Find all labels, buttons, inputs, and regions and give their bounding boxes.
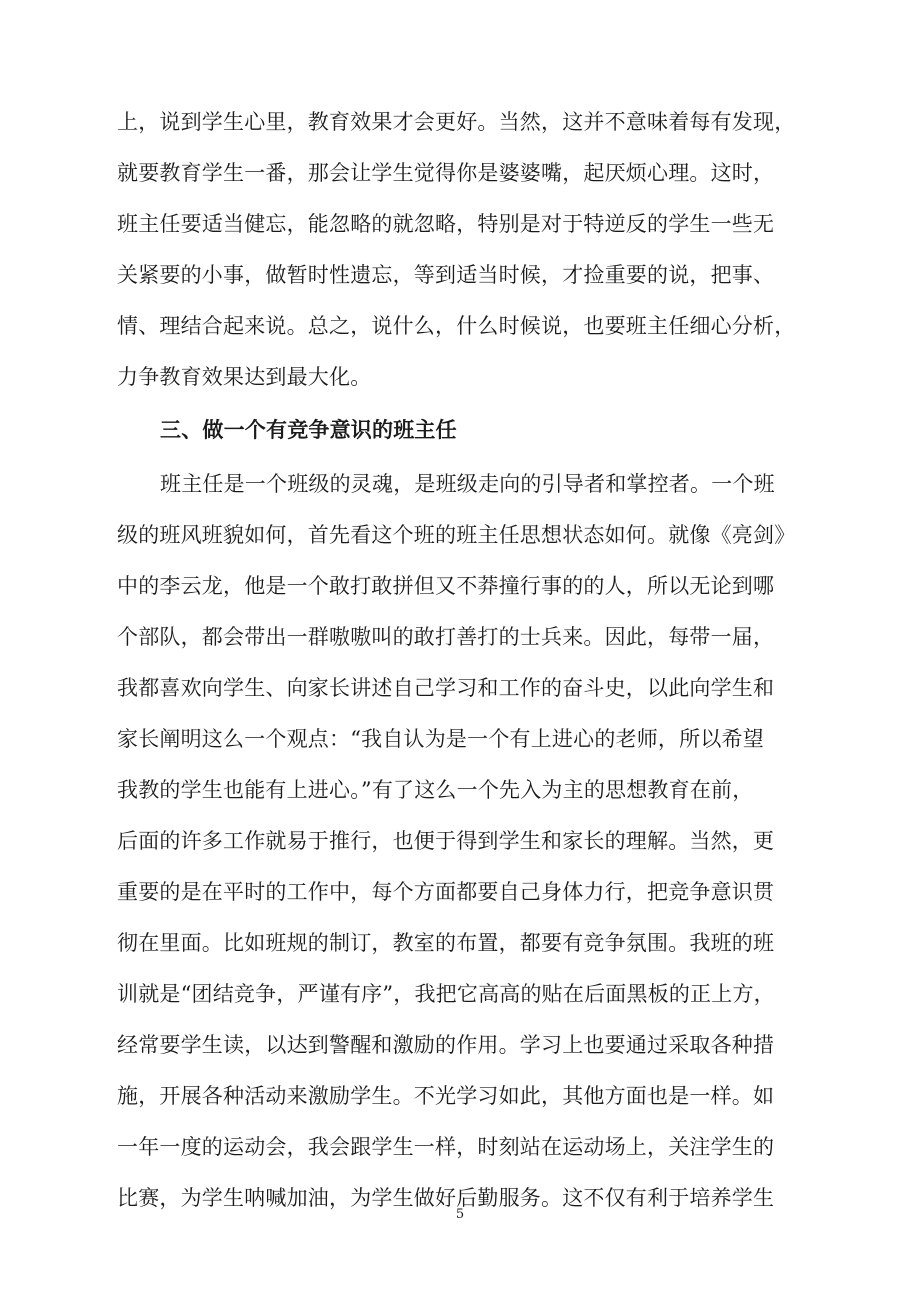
paragraph-2-line-12: 经常要学生读，以达到警醒和激励的作用。学习上也要通过采取各种措: [117, 1033, 775, 1057]
paragraph-2-line-10: 彻在里面。比如班规的制订，教室的布置，都要有竞争氛围。我班的班: [117, 931, 775, 955]
paragraph-2-line-4: 个部队，都会带出一群嗷嗷叫的敢打善打的士兵来。因此，每带一届，: [117, 625, 775, 649]
paragraph-2-line-11: 训就是“团结竞争，严谨有序”，我把它高高的贴在后面黑板的正上方，: [117, 982, 775, 1006]
paragraph-2-line-1: 班主任是一个班级的灵魂，是班级走向的引导者和掌控者。一个班: [160, 472, 775, 496]
paragraph-2-line-6: 家长阐明这么一个观点：“我自认为是一个有上进心的老师，所以希望: [117, 727, 764, 751]
paragraph-1-line-5: 情、理结合起来说。总之，说什么，什么时候说，也要班主任细心分析，: [117, 314, 796, 338]
paragraph-2-line-13: 施，开展各种活动来激励学生。不光学习如此，其他方面也是一样。如: [117, 1084, 775, 1108]
paragraph-2-line-7: 我教的学生也能有上进心。”有了这么一个先入为主的思想教育在前，: [117, 778, 754, 802]
paragraph-2-line-2: 级的班风班貌如何，首先看这个班的班主任思想状态如何。就像《亮剑》: [117, 523, 796, 547]
paragraph-2-line-9: 重要的是在平时的工作中，每个方面都要自己身体力行，把竞争意识贯: [117, 880, 775, 904]
section-heading: 三、做一个有竞争意识的班主任: [160, 417, 457, 442]
paragraph-2-line-8: 后面的许多工作就易于推行，也便于得到学生和家长的理解。当然，更: [117, 829, 775, 853]
paragraph-2-line-3: 中的李云龙，他是一个敢打敢拼但又不莽撞行事的的人，所以无论到哪: [117, 574, 775, 598]
paragraph-1-line-3: 班主任要适当健忘，能忽略的就忽略，特别是对于特逆反的学生一些无: [117, 212, 775, 236]
page-number: 5: [455, 1207, 465, 1222]
paragraph-2-line-5: 我都喜欢向学生、向家长讲述自己学习和工作的奋斗史，以此向学生和: [117, 676, 775, 700]
paragraph-1-line-2: 就要教育学生一番，那会让学生觉得你是婆婆嘴，起厌烦心理。这时，: [117, 161, 775, 185]
paragraph-1-line-6: 力争教育效果达到最大化。: [117, 365, 372, 389]
paragraph-2-line-15: 比赛，为学生呐喊加油，为学生做好后勤服务。这不仅有利于培养学生: [117, 1186, 775, 1210]
paragraph-2-line-14: 一年一度的运动会，我会跟学生一样，时刻站在运动场上，关注学生的: [117, 1135, 775, 1159]
paragraph-1-line-1: 上，说到学生心里，教育效果才会更好。当然，这并不意味着每有发现，: [117, 110, 796, 134]
paragraph-1-line-4: 关紧要的小事，做暂时性遗忘，等到适当时候，才捡重要的说，把事、: [117, 263, 775, 287]
